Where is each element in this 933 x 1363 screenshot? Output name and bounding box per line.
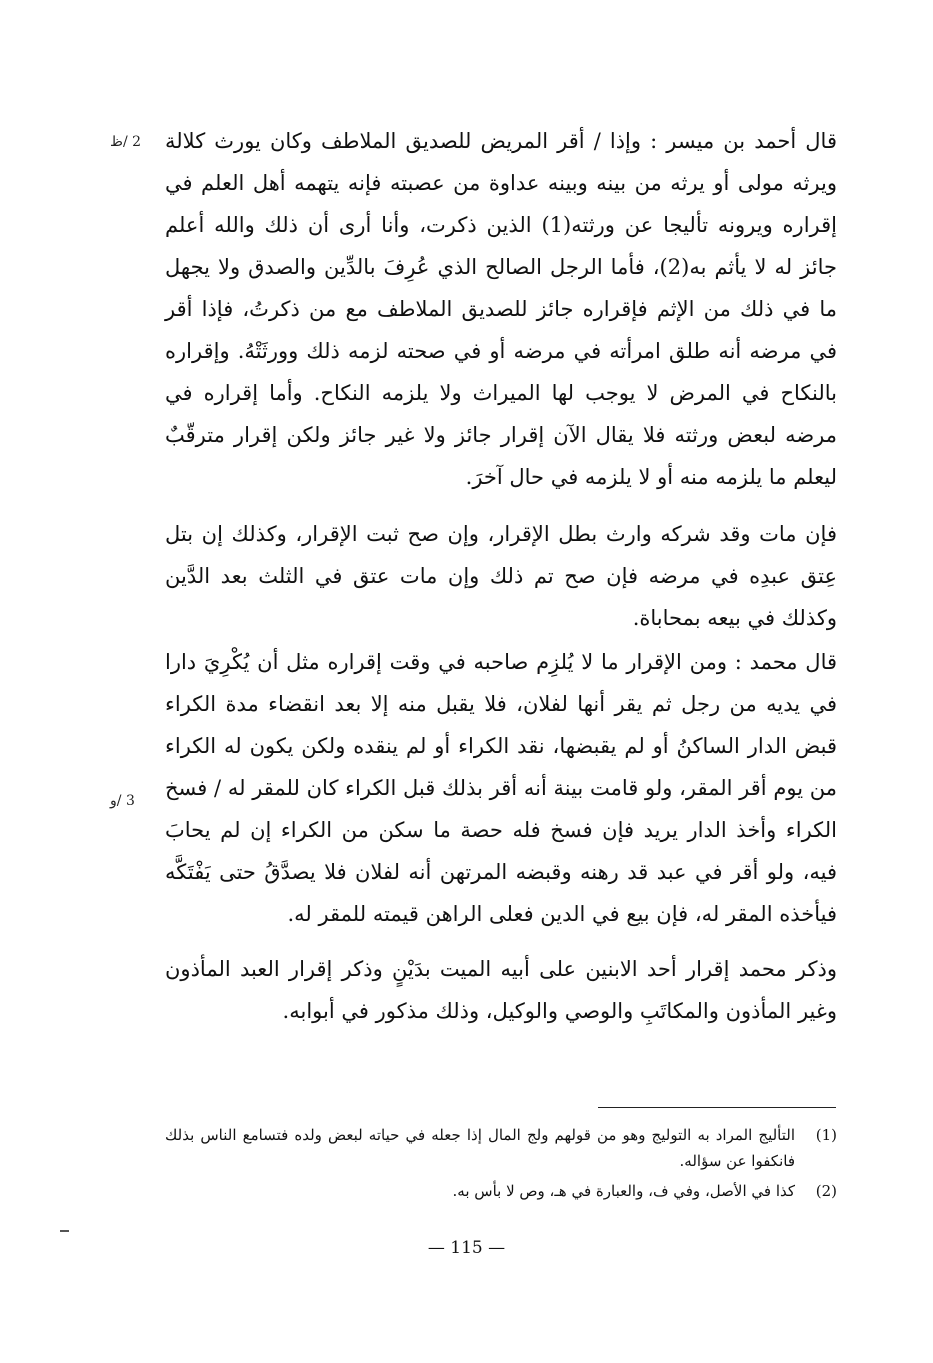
paragraph: وذكر محمد إقرار أحد الابنين على أبيه الميت بدَيْنٍ وذكر إقرار العبد المأذون وغير المأذون والمكاتَبِ والوصي والوكيل، وذلك مذكور في أبوابه. [165,957,837,1023]
footnote-number: (1) [815,1126,837,1144]
paragraph: فإن مات وقد شركه وارث بطل الإقرار، وإن صح ثبت الإقرار، وكذلك إن بتل عِتق عبدِه في مرضه فإن صح تم ذلك وإن مات عتق في الثلث بعد الدَّين وكذلك في بيعه بمحاباة. [165,522,837,630]
footnote [165,1178,837,1204]
footnote-text: التأليج المراد به التوليج وهو من قولهم ولج المال إذا جعله في حياته لبعض ولده فتسامع الناس بذلك فانكفوا عن سؤاله. [165,1126,795,1170]
paragraph: قال محمد : ومن الإقرار ما لا يُلزِم صاحبه في وقت إقراره مثل أن يُكْرِيَ دارا في يديه من رجل ثم يقر أنها لفلان، فلا يقبل منه إلا بعد انقضاء مدة الكراء قبض الدار الساكنُ أو لم يقبضها، نقد الكراء أو لم ينقده ولكن يكون له الكراء من يوم أقر المقر، ولو قامت بينة أنه أقر بذلك قبل الكراء كان للمقر له / فسخ الكراء وأخذ الدار يريد فإن فسخ فله حصة ما سكن من الكراء إن لم يحابَ فيه، ولو أقر في عبد قد رهنه وقبضه المرتهن أنه لفلان فلا يصدَّقُ حتى يَفْتَكَّه فيأخذه المقر له، فإن بيع في الدين فعلى الراهن قيمته للمقر له. [165,650,837,926]
footnote [165,1122,837,1174]
paragraph: قال أحمد بن ميسر : وإذا / أقر المريض للصديق الملاطف وكان يورث كلالة ويرثه مولى أو يرثه من بينه وبينه عداوة من عصبته فإنه يتهمه أهل العلم في إقراره ويرونه تأليجا عن ورثته(1) الذين ذكرت، وأنا أرى أن ذلك والله أعلم جائز له لا يأثم به(2)، فأما الرجل الصالح الذي عُرِفَ بالدِّين والصدق ولا يجهل ما في ذلك من الإثم فإقراره جائز للصديق الملاطف مع من ذكرتُ، فإذا أقر في مرضه أنه طلق امرأته في مرضه أو في صحته لزمه ذلك وورثَتْهُ. وإقراره بالنكاح في المرض لا يوجب لها الميراث ولا يلزمه النكاح. وأما إقراره في مرضه لبعض ورثته فلا يقال الآن إقرار جائز ولا غير جائز ولكن إقرار مترقّبٌ ليعلم ما يلزمه منه أو لا يلزمه في حال آخرَ. [165,129,837,489]
page-number: — 115 — [427,1238,506,1258]
footnote-divider [598,1107,836,1108]
footnote-number: (2) [815,1182,837,1200]
footnote-text: كذا في الأصل، وفي ف، والعبارة في هـ، وص لا بأس به. [452,1182,795,1200]
margin-folio-note: 3 /و [110,793,135,809]
scan-mark [60,1230,69,1232]
margin-folio-note: 2 /ظ [110,134,142,150]
footnotes [165,1122,837,1208]
